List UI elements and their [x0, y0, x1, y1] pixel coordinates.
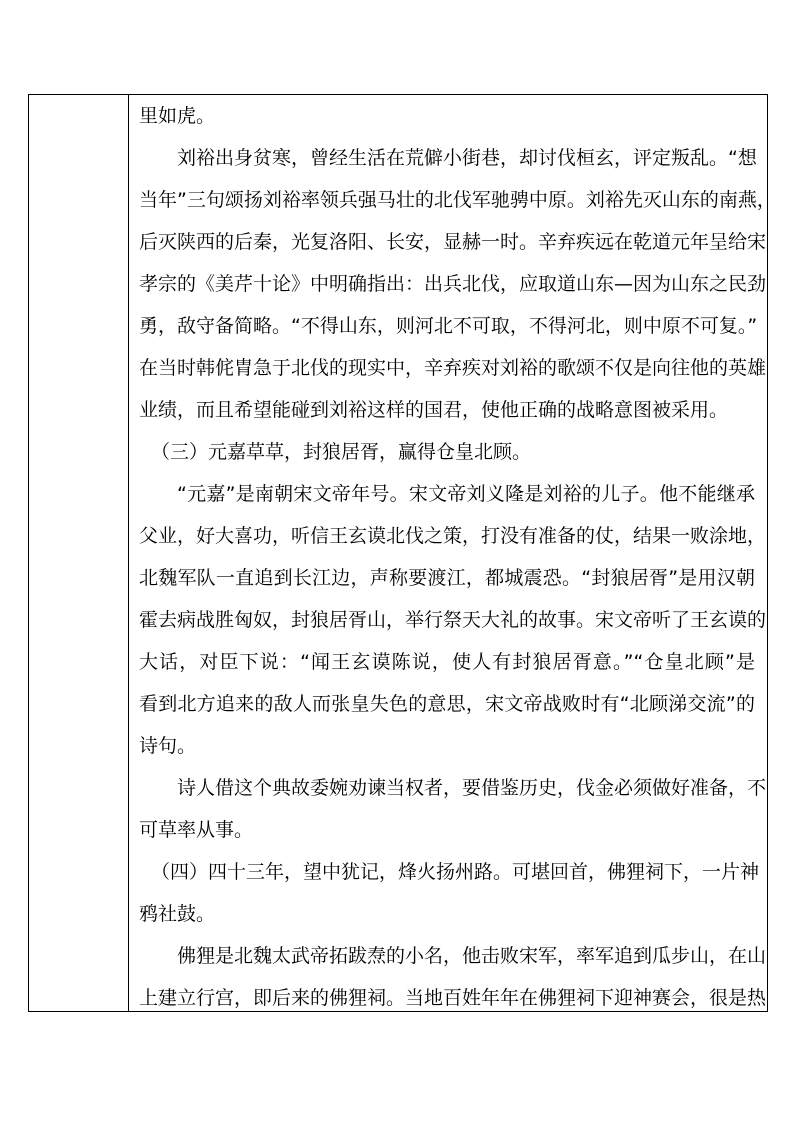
text-line: 大话，对臣下说：“闻王玄谟陈说，使人有封狼居胥意。”“仓皇北顾”是: [139, 651, 755, 673]
text-line: 上建立行宫，即后来的佛狸祠。当地百姓年年在佛狸祠下迎神赛会，很是热: [139, 987, 767, 1009]
text-line: （四）四十三年，望中犹记，烽火扬州路。可堪回首，佛狸祠下，一片神: [151, 861, 760, 883]
content-table: [28, 94, 776, 1012]
text-line: 业绩，而且希望能碰到刘裕这样的国君，使他正确的战略意图被采用。: [139, 399, 729, 421]
text-line: 看到北方追来的敌人而张皇失色的意思，宋文帝战败时有“北顾涕交流”的: [139, 693, 755, 715]
text-line: 霍去病战胜匈奴，封狼居胥山，举行祭天大礼的故事。宋文帝听了王玄谟的: [139, 609, 767, 631]
text-line: 诗人借这个典故委婉劝谏当权者，要借鉴历史，伐金必须做好准备，不: [177, 777, 767, 799]
text-line: 诗句。: [139, 735, 197, 757]
table-left-column: [29, 95, 129, 1011]
text-line: 鸦社鼓。: [139, 903, 216, 925]
text-line: 在当时韩侂胄急于北伐的现实中，辛弃疾对刘裕的歌颂不仅是向往他的英雄: [139, 357, 767, 379]
text-line: （三）元嘉草草，封狼居胥，赢得仓皇北顾。: [151, 441, 532, 463]
text-line: 当年”三句颂扬刘裕率领兵强马壮的北伐军驰骋中原。刘裕先灭山东的南燕，: [139, 189, 776, 211]
text-line: 可草率从事。: [139, 819, 254, 841]
text-line: 后灭陕西的后秦，光复洛阳、长安，显赫一时。辛弃疾远在乾道元年呈给宋: [139, 231, 767, 253]
text-line: 里如虎。: [139, 105, 216, 127]
text-line: 刘裕出身贫寒，曾经生活在荒僻小街巷，却讨伐桓玄，评定叛乱。“想: [177, 147, 757, 169]
text-line: “元嘉”是南朝宋文帝年号。宋文帝刘义隆是刘裕的儿子。他不能继承: [177, 483, 755, 505]
text-line: 勇，敌守备简略。“不得山东，则河北不可取，不得河北，则中原不可复。”: [139, 315, 758, 337]
text-line: 父业，好大喜功，听信王玄谟北伐之策，打没有准备的仗，结果一败涂地，: [139, 525, 767, 547]
table-text-column: [129, 95, 776, 1011]
text-line: 北魏军队一直追到长江边，声称要渡江，都城震恐。“封狼居胥”是用汉朝: [139, 567, 755, 589]
text-line: 孝宗的《美芹十论》中明确指出：出兵北伐，应取道山东—因为山东之民劲: [139, 273, 767, 295]
text-line: 佛狸是北魏太武帝拓跋焘的小名，他击败宋军，率军追到瓜步山，在山: [177, 945, 767, 967]
